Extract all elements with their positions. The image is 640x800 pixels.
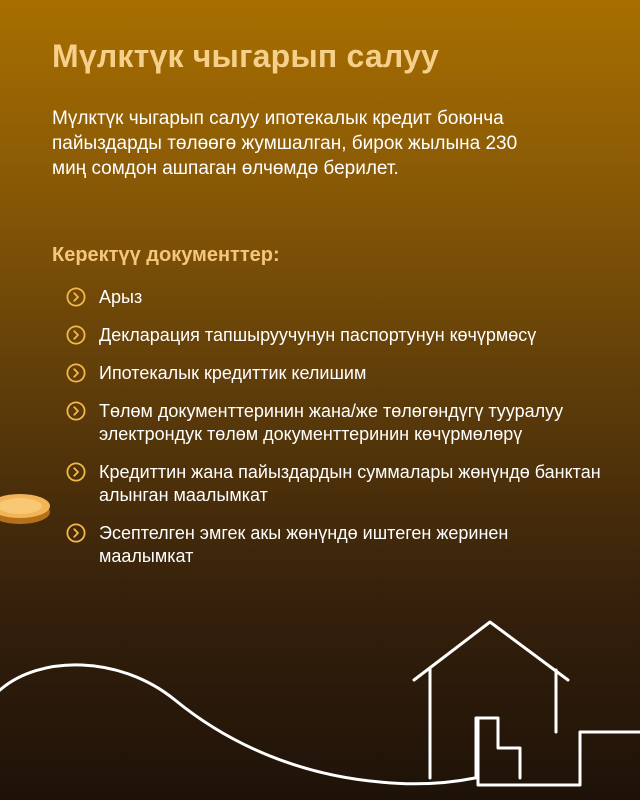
list-item-label: Декларация тапшыруучунун паспортунун көчүрмөсү xyxy=(99,325,537,345)
chevron-circle-right-icon xyxy=(66,462,86,482)
page-title: Мүлктүк чыгарып салуу xyxy=(52,38,439,74)
list-item-label: Төлөм документтеринин жана/же төлөгөндүгү тууралуу электрондук төлөм документтеринин көчүрмөлөрү xyxy=(99,401,564,444)
chevron-circle-right-icon xyxy=(66,325,86,345)
house-outline-icon xyxy=(0,600,640,800)
list-item-label: Кредиттин жана пайыздардын суммалары жөнүндө банктан алынган маалымкат xyxy=(99,462,601,505)
chevron-circle-right-icon xyxy=(66,401,86,421)
list-item xyxy=(66,400,606,446)
list-item-label: Арыз xyxy=(99,287,143,307)
list-item-label: Эсептелген эмгек акы жөнүндө иштеген жеринен маалымкат xyxy=(99,523,509,566)
list-item xyxy=(66,362,606,385)
list-item xyxy=(66,286,606,309)
chevron-circle-right-icon xyxy=(66,363,86,383)
chevron-circle-right-icon xyxy=(66,287,86,307)
intro-text: Мүлктүк чыгарып салуу ипотекалык кредит боюнча пайыздарды төлөөгө жумшалган, бирок жылына 230 миң сомдон ашпаган өлчөмдө берилет. xyxy=(52,108,518,179)
list-item-label: Ипотекалык кредиттик келишим xyxy=(99,363,367,383)
coin-icon xyxy=(0,492,52,528)
list-item xyxy=(66,461,606,507)
chevron-circle-right-icon xyxy=(66,523,86,543)
list-item xyxy=(66,522,606,568)
list-item xyxy=(66,324,606,347)
documents-heading: Керектүү документтер: xyxy=(52,244,280,266)
documents-list xyxy=(66,286,606,568)
